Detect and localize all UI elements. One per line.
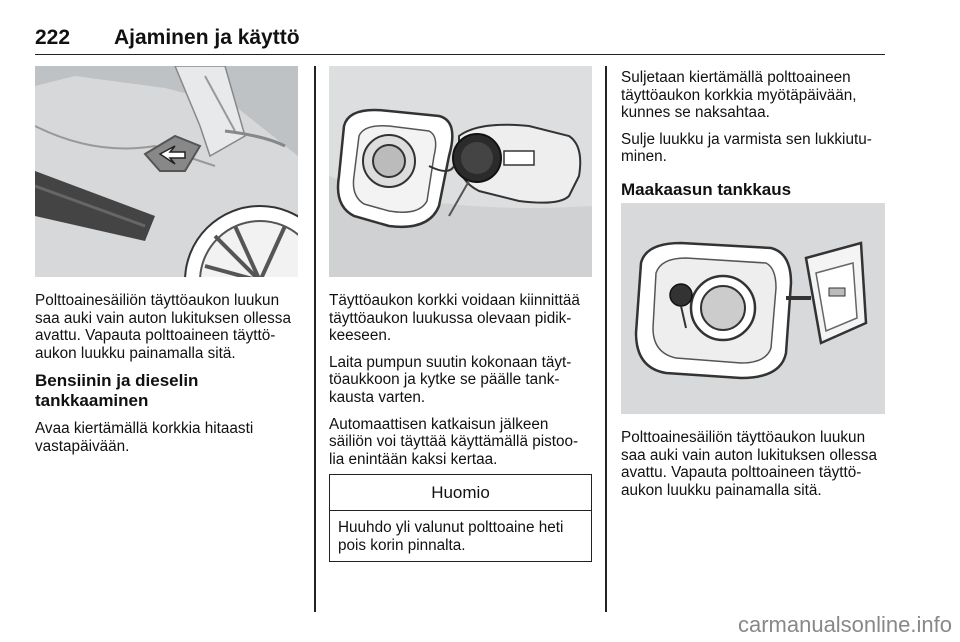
- middle-column-text: [329, 292, 592, 477]
- chapter-title: Ajaminen ja käyttö: [114, 26, 300, 49]
- fuel-cap-holder-illustration: [329, 66, 592, 277]
- right-paragraph-2: Sulje luukku ja varmista sen lukkiutu-minen.: [621, 130, 872, 166]
- heading-natural-gas-refuelling: Maakaasun tankkaus: [621, 179, 792, 199]
- column-divider-left: [314, 66, 316, 612]
- note-title: Huomio: [330, 475, 591, 511]
- right-column-text-top: [621, 69, 886, 209]
- right-column-text-bottom: [621, 429, 886, 508]
- heading-petrol-diesel-refuelling: Bensiinin ja dieselin tankkaaminen: [35, 371, 199, 411]
- column-divider-right: [605, 66, 607, 612]
- caution-note-box: [329, 474, 592, 562]
- page-header: [35, 24, 885, 55]
- right-paragraph-1: Suljetaan kiertämällä polttoaineen täyttöaukon korkkia myötäpäivään, kunnes se naksahtaa.: [621, 69, 857, 122]
- middle-paragraph-3: Automaattisen katkaisun jälkeen säiliön voi täyttää käyttämällä pistoo-lia enintään kaksi kertaa.: [329, 415, 579, 468]
- left-column-text: [35, 292, 298, 465]
- fuel-door-car-illustration: [35, 66, 298, 277]
- middle-paragraph-2: Laita pumpun suutin kokonaan täyt-töaukkoon ja kytke se päälle tank-kausta varten.: [329, 353, 572, 406]
- middle-paragraph-1: Täyttöaukon korkki voidaan kiinnittää täyttöaukon luukussa olevaan pidik-keeseen.: [329, 292, 580, 345]
- note-text: Huuhdo yli valunut polttoaine heti pois korin pinnalta.: [338, 519, 564, 554]
- left-figure-caption: Polttoainesäiliön täyttöaukon luukun saa auki vain auton lukituksen ollessa avattu. Vapauta polttoaineen täyttö-aukon luukku painamalla sitä.: [35, 292, 291, 362]
- right-figure-caption: Polttoainesäiliön täyttöaukon luukun saa auki vain auton lukituksen ollessa avattu. Vapauta polttoaineen täyttö-aukon luukku painamalla sitä.: [621, 429, 877, 499]
- natural-gas-filler-illustration: [621, 203, 885, 414]
- page-number: 222: [35, 26, 71, 49]
- left-paragraph: Avaa kiertämällä korkkia hitaasti vastapäivään.: [35, 420, 254, 455]
- watermark: carmanualsonline.info: [737, 612, 952, 637]
